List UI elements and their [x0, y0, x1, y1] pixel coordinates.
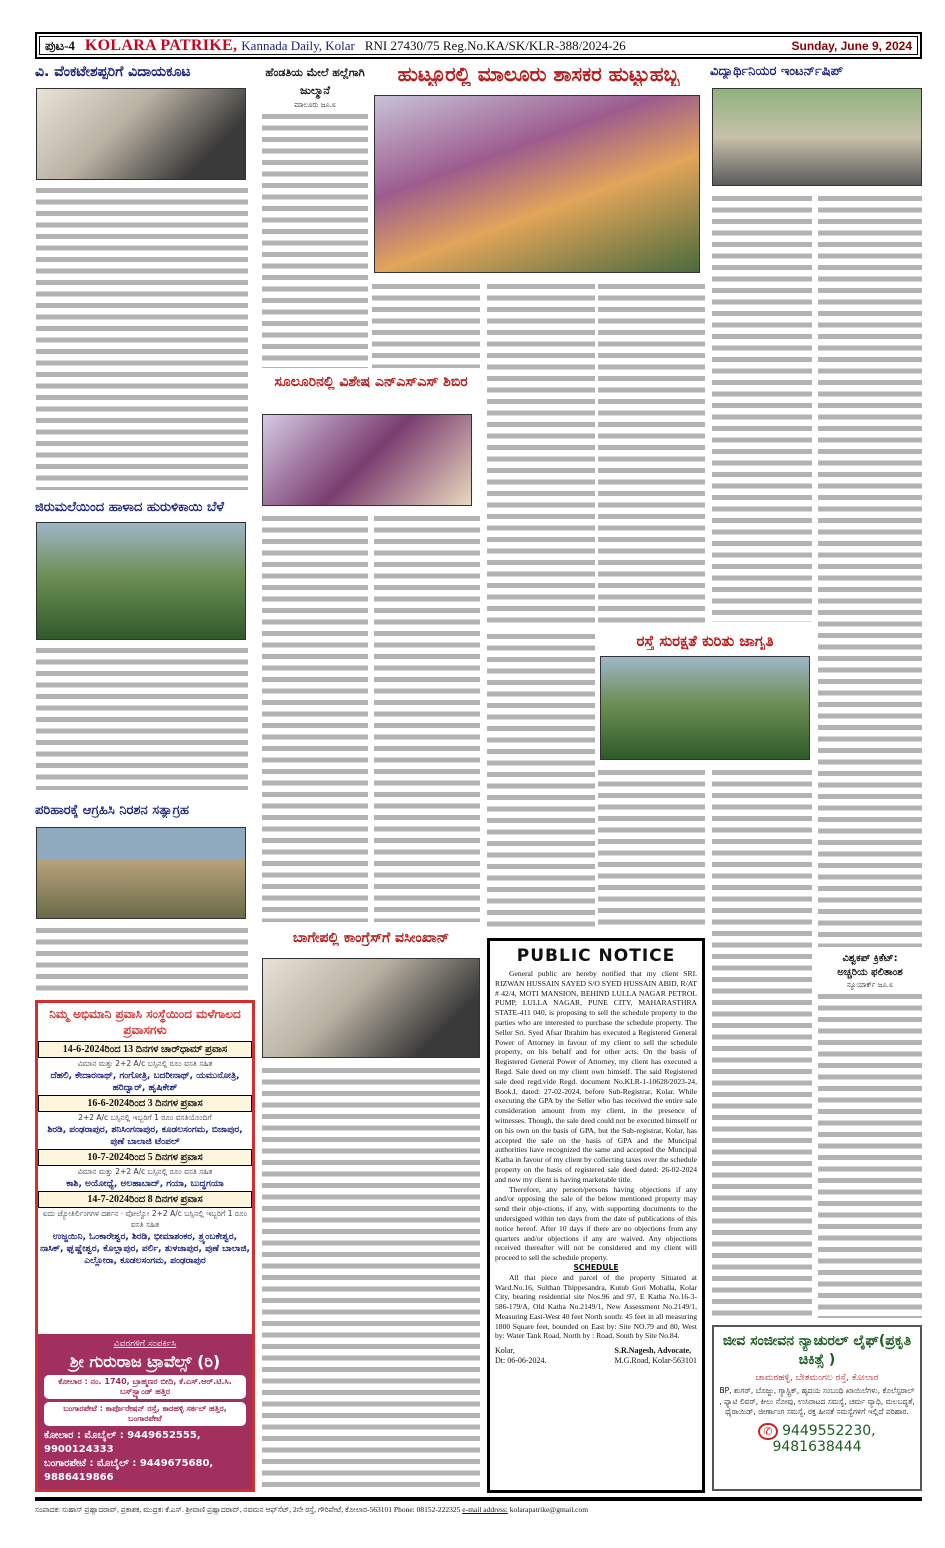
issue-date: Sunday, June 9, 2024	[791, 38, 912, 53]
headline-cricket-kicker: ವಿಶ್ವಕಪ್ ಕ್ರಿಕೆಟ್:	[842, 953, 898, 964]
imprint-text: ಸಂಪಾದಕ: ಸುಹಾಸ್ ಪ್ರಹ್ಲಾದರಾವ್, ಪ್ರಕಾಶಕ, ಮುದ್ರಕ: ಕೆ.ಎಸ್. ಶ್ರೀವಾಣಿ ಪ್ರಹ್ಲಾದರಾವ್, ನವಮನ ಆಫ್‌ಸೆಟ್, 2ನೇ ರಸ್ತೆ, ಗೌರಿಪೇಟೆ, ಕೋಲಾರ-563101	[35, 1505, 393, 1514]
article-body-birthday-1	[372, 280, 480, 368]
newspaper-subtitle: Kannada Daily, Kolar	[241, 37, 355, 53]
article-body-nss-2	[374, 512, 480, 922]
tour-date: 10-7-2024ರಿಂದ 5 ದಿನಗಳ ಪ್ರವಾಸ	[38, 1149, 252, 1166]
address-bangarpet: ಬಂಗಾರಪೇಟೆ : ಕಾರ್ಪೊರೇಷನ್ ರಸ್ತೆ, ಕಾರಹಳ್ಳಿ ಸರ್ಕಲ್ ಹತ್ತಿರ, ಬಂಗಾರಪೇಟೆ	[44, 1402, 246, 1426]
cricket-article	[818, 952, 922, 1318]
phone-icon: ✆	[758, 1423, 777, 1440]
health-advertisement	[712, 1325, 922, 1491]
address-kolar: ಕೋಲಾರ : ನಂ. 1740, ಬ್ರಾಹ್ಮಣರ ಬೀದಿ, ಕೆ.ಎಸ್.ಆರ್.ಟಿ.ಸಿ. ಬಸ್‌ಸ್ಟ್ಯಾಂಡ್ ಹತ್ತಿರ	[44, 1375, 246, 1399]
tour-places: ದೆಹಲಿ, ಕೇದಾರನಾಥ್, ಗಂಗೋತ್ರಿ, ಬದರೀನಾಥ್, ಯಮುನೋತ್ರಿ, ಹರಿದ್ವಾರ್, ಹೃಷಿಕೇಶ್	[50, 1071, 240, 1093]
tour-places: ಉಜ್ಜಯಿನಿ, ಓಂಕಾರೇಶ್ವರ, ಶಿರಡಿ, ಭೀಮಾಶಂಕರ, ತ್ರ್ಯಂಬಕೇಶ್ವರ, ನಾಸಿಕ್, ಘೃಷ್ಣೇಶ್ವರ, ಕೊಲ್ಲಾಪುರ, ಪರ್ಲಿ, ತುಳಜಾಪುರ, ಪುಣೆ ಬಾಲಾಜಿ, ಎಲ್ಲೋರಾ, ಕೂಡಲಸಂಗಮ, ಪಂಢರಾಪುರ	[40, 1232, 250, 1266]
advocate-address: M.G.Road, Kolar-563101	[614, 1356, 697, 1366]
article-body-road-safety-2	[712, 766, 812, 1316]
notice-date: Dt: 06-06-2024.	[495, 1356, 547, 1366]
article-body-birthday-3	[598, 280, 705, 625]
headline-internship: ವಿದ್ಯಾರ್ಥಿನಿಯರ ಇಂಟರ್ನ್‌ಷಿಪ್	[710, 64, 844, 79]
nss-photo	[262, 414, 472, 506]
dateline-cricket: ನ್ಯೂಯಾರ್ಕ್ ಜೂ.೮	[847, 981, 893, 989]
tour-date: 14-7-2024ರಿಂದ 8 ದಿನಗಳ ಪ್ರವಾಸ	[38, 1191, 252, 1208]
tour-note: ವಿಮಾನ ಮತ್ತು 2+2 A/c ಬಸ್ಸಿನಲ್ಲಿ ರೂಂ ವಸತಿ ಸಹಿತ	[77, 1059, 213, 1068]
health-ad-title: ಜೀವ ಸಂಜೀವನ ನ್ಯಾಚುರಲ್ ಲೈಫ್(ಪ್ರಕೃತಿ ಚಿಕಿತ್ಸೆ )	[722, 1333, 912, 1368]
article-body-cricket	[818, 990, 922, 1318]
tour-note: 2+2 A/c ಬಸ್ಸಿನಲ್ಲಿ ಇಬ್ಬರಿಗೆ 1 ರೂಂ ವಸತಿಯೊಂದಿಗೆ	[78, 1113, 212, 1122]
birthday-photo	[374, 95, 700, 273]
article-body-road-safety-1	[598, 766, 705, 931]
protest-photo	[36, 827, 246, 919]
article-body-nss-1	[262, 512, 368, 922]
health-ad-location: ಚಾಮರಹಳ್ಳಿ, ಬೇತಮಂಗಲ ರಸ್ತೆ, ಕೋಲಾರ	[755, 1373, 879, 1383]
travel-contact	[38, 1334, 252, 1489]
article-body-misc	[487, 630, 595, 930]
email-label: e-mail address:	[462, 1505, 508, 1514]
bagepalli-photo	[262, 958, 480, 1058]
headline-road-safety: ರಸ್ತೆ ಸುರಕ್ಷತೆ ಕುರಿತು ಜಾಗೃತಿ	[636, 632, 774, 650]
article-body-protest	[36, 924, 248, 994]
farewell-photo	[36, 88, 246, 180]
advocate-name: S.R.Nagesh, Advocate,	[614, 1346, 692, 1356]
tour-note: ವಿಮಾನ ಮತ್ತು 2+2 A/c ಬಸ್ಸಿನಲ್ಲಿ ರೂಂ ವಸತಿ ಸಹಿತ	[77, 1167, 213, 1176]
article-body-crop	[36, 644, 248, 790]
notice-place: Kolar,	[495, 1346, 515, 1356]
travel-advertisement	[35, 1000, 255, 1492]
headline-birthday: ಹುಟ್ಟೂರಲ್ಲಿ ಮಾಲೂರು ಶಾಸಕರ ಹುಟ್ಟುಹಬ್ಬ	[397, 62, 680, 86]
newspaper-name: KOLARA PATRIKE,	[84, 36, 238, 54]
notice-signature	[495, 1346, 697, 1366]
headline-crop: ಜಿರುಮಲೆಯಿಂದ ಹಾಳಾದ ಹುರುಳಿಕಾಯಿ ಬೆಳೆ	[35, 500, 225, 515]
tour-date: 16-6-2024ರಿಂದ 3 ದಿನಗಳ ಪ್ರವಾಸ	[38, 1095, 252, 1112]
footer-imprint	[35, 1497, 922, 1515]
fine-article	[262, 64, 368, 368]
tour-places: ಶಿರಡಿ, ಪಂಢರಾಪುರ, ಶನಿಸಿಂಗನಾಪುರ, ಕೂಡಲಸಂಗಮ, ಬಿಜಾಪುರ, ಪುಣೆ ಬಾಲಾಜಿ ಟೆಂಪಲ್	[47, 1125, 243, 1147]
public-notice-para1: General public are hereby notified that my client SRI. RIZWAN HUSSAIN SAYED S/O SYED HUSSAIN ABID, R/AT # 42/4, MOTI MANSION, BEHIND LULLA NAGAR PETROL PUMP, LULLA NAGAR, PUNE CITY, MAHARASTHRA STATE-411 040, is proposing to sell the schedule property to the parties who are interested to purchase the schedule property. The Seller Sri. Syed Afsar Ibrahim has executed a Registered General Power of Attorney in favour of my client to sell the schedule property, on his behalf and for other acts. On the basis of Registered General Power of Attorney, my client has executed a Regd. Sale deed on my client own himself. The said Registered sale deed regd.vide Regd. document No.KLR-1-10628/2023-24, Book.I, dated: 27-02-2024, before Sub-Registrar, Kolar. While executing the GPA by the Seller who has received the entire sale consideration amount from my client, in the presence of witnesses. Though, the sale deed could not be executed himself or on his own on the basis of GPA, but the Sub-registrar, Kolar, has accepted the sale on the basis of GPA and the Muncipal authorities have recognized the same and accepted the Muncipal Katha in favour of my client by collecting taxes over the schedule property on the basis of registered sale deed dated: 26-02-2024 and now my client is having marketable title.	[495, 969, 697, 1184]
headline-fine: ಹೆಂಡತಿಯ ಮೇಲೆ ಹಲ್ಲೆಗಾಗಿ ಜುಲ್ಮಾನೆ	[265, 66, 365, 97]
masthead	[35, 32, 922, 59]
headline-farewell: ವಿ. ವೆಂಕಟೇಶಪ್ಪರಿಗೆ ವಿದಾಯಕೂಟ	[35, 64, 191, 80]
health-ad-phone: 9449552230, 9481638444	[772, 1422, 876, 1455]
page-number: ಪುಟ-4	[45, 37, 75, 53]
phone-bangarpet: ಬಂಗಾರಪೇಟೆ : ಮೊಬೈಲ್ : 9449675680, 9886419866	[44, 1458, 214, 1483]
dateline-fine: ಮಾಲೂರು ಜೂ.೮	[294, 101, 336, 109]
article-body-bagepalli	[262, 1064, 480, 1492]
health-ad-phone-row	[719, 1423, 915, 1455]
travel-ad-title: ನಿಮ್ಮ ಅಭಿಮಾನಿ ಪ್ರವಾಸಿ ಸಂಸ್ಥೆಯಿಂದ ಮಳೆಗಾಲದ ಪ್ರವಾಸಗಳು	[49, 1007, 241, 1037]
crop-photo	[36, 522, 246, 640]
headline-cricket: ಅಚ್ಚರಿಯ ಫಲಿತಾಂಶ	[837, 967, 903, 978]
footer-email[interactable]: kolarapatrike@gmail.com	[509, 1505, 589, 1514]
public-notice	[487, 938, 705, 1493]
article-body-birthday-2	[487, 280, 595, 625]
contact-label: ವಿವರಗಳಿಗೆ ಸಂಪರ್ಕಿಸಿ	[113, 1339, 177, 1349]
footer-phone: Phone: 08152-222325	[393, 1505, 461, 1514]
tour-places: ಕಾಶಿ, ಅಯೋಧ್ಯೆ, ಅಲಹಾಬಾದ್, ಗಯಾ, ಬುದ್ಧಗಯಾ	[66, 1179, 224, 1189]
article-body-fine	[262, 110, 368, 368]
headline-bagepalli: ಬಾಗೇಪಲ್ಲಿ ಕಾಂಗ್ರೆಸ್‌ಗೆ ವಸೀಂಖಾನ್	[292, 930, 450, 946]
public-notice-title: PUBLIC NOTICE	[516, 946, 676, 966]
internship-photo	[712, 88, 922, 186]
public-notice-para2: Therefore, any person/persons having objections if any and/or opposing the sale of the below mentioned property may send their obje-ctions, if any, with supporting documents to the undersigned within ten days from the date of publications of this notice hereof. After 10 days if there are no objections from any quarters and/or objections if any are waived. Any objections received thereafter will not be considered and my client will proceed to sell the schedule property.	[495, 1184, 697, 1263]
health-ad-description: BP, ಶುಗರ್, ಬೊಜ್ಜು, ಗ್ಯಾಸ್ಟ್ರಿಕ್, ಹೃದಯ ಸಂಬಂಧಿ ಖಾಯಿಲೆಗಳು, ಕೊಲೆಸ್ಟರಾಲ್ , ಫ್ಯಾಟಿ ಲಿವರ್, ಕೀಲು ನೋವು, ಉಸಿರಾಟದ ಸಮಸ್ಯೆ, ಚರ್ಮ ವ್ಯಾಧಿ, ಮಲಬದ್ಧತೆ, ಥೈರಾಯಿಡ್, ಜೀರ್ಣಾಂಗ ಸಮಸ್ಯೆ, ರಕ್ತ ಹೀನತೆ ಸಮಸ್ಯೆಗಳಿಗೆ ಇಲ್ಲಿದೆ ಪರಿಹಾರ.	[719, 1386, 915, 1416]
article-body-internship-1	[712, 192, 812, 622]
phone-kolar: ಕೋಲಾರ : ಮೊಬೈಲ್ : 9449652555, 9900124333	[44, 1430, 201, 1455]
article-body-internship-2	[818, 192, 922, 947]
headline-protest: ಪರಿಹಾರಕ್ಕೆ ಆಗ್ರಹಿಸಿ ನಿರಶನ ಸತ್ಯಾಗ್ರಹ	[35, 803, 190, 818]
article-body-farewell	[36, 184, 248, 490]
schedule-text: All that piece and parcel of the property Situated at Ward.No.16, Sulthan Thippesandra, Kutub Gori Mohalla, Kolar City, bearing residential site Nos.96 and 97, E Katha No.16-3-586-179/A, Old Katha No.2149/1, New Assessment No.2149/1, Measuring East-West 40 feet North south: 45 feet in all measuring 1800 Square feet, bounded on East by: Site NO.79 and 80, West by: Water Tank Road, North by : Road, South by Site No.84.	[495, 1272, 697, 1341]
headline-nss: ಸೂಲೂರಿನಲ್ಲಿ ವಿಶೇಷ ಎನ್ಎಸ್ಎಸ್ ಶಿಬಿರ	[274, 374, 468, 390]
schedule-title: SCHEDULE	[573, 1262, 619, 1272]
tour-date: 14-6-2024ರಿಂದ 13 ದಿನಗಳ ಚಾರ್‌ಧಾಮ್ ಪ್ರವಾಸ	[38, 1041, 252, 1058]
road-safety-photo	[600, 656, 810, 760]
registration-number: RNI 27430/75 Reg.No.KA/SK/KLR-388/2024-26	[364, 37, 626, 53]
tour-note: ಐದು ಜ್ಯೋತಿರ್ಲಿಂಗಗಳ ದರ್ಶನ · ವೋಲ್ವೋ 2+2 A/c ಬಸ್ಸಿನಲ್ಲಿ ಇಬ್ಬರಿಗೆ 1 ರೂಂ ವಸತಿ ಸಹಿತ	[43, 1209, 247, 1229]
agency-name: ಶ್ರೀ ಗುರುರಾಜ ಟ್ರಾವೆಲ್ಸ್ (ರಿ)	[69, 1352, 221, 1371]
